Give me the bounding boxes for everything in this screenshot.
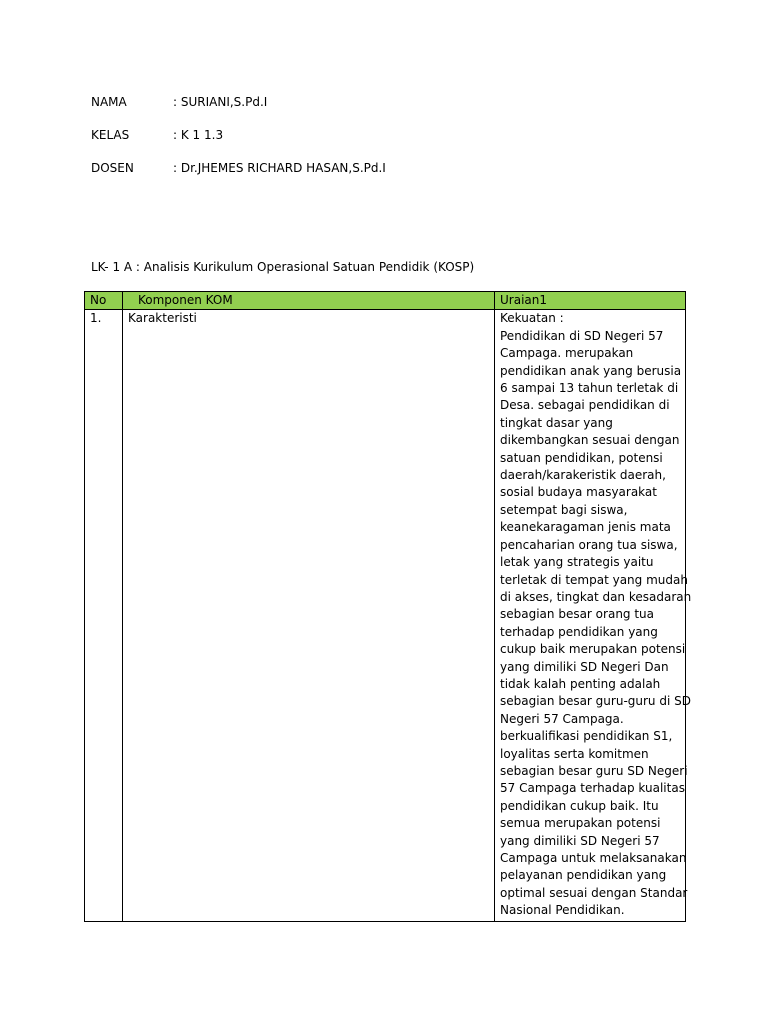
uraian-text-line: Campaga untuk melaksanakan <box>500 851 687 865</box>
uraian-text-line: Nasional Pendidikan. <box>500 903 625 918</box>
uraian-text-line: yang dimiliki SD Negeri Dan <box>500 659 669 674</box>
uraian-text-line: tingkat dasar yang <box>500 415 613 430</box>
uraian-text-line: dikembangkan sesuai dengan <box>500 433 680 448</box>
uraian-text-line: Negeri 57 Campaga. <box>500 711 624 726</box>
uraian-text-line: Pendidikan di SD Negeri 57 <box>500 328 664 343</box>
uraian-text-line: berkualifikasi pendidikan S1, <box>500 729 673 744</box>
uraian-text-line: yang dimiliki SD Negeri 57 <box>500 833 660 848</box>
dosen-value: : Dr.JHEMES RICHARD HASAN,S.Pd.I <box>173 161 386 175</box>
uraian-text-line: 57 Campaga terhadap kualitas <box>500 781 685 796</box>
kelas-label: KELAS <box>91 128 130 142</box>
uraian-text-line: pendidikan anak yang berusia <box>500 363 682 378</box>
kelas-value: : K 1 1.3 <box>173 128 224 142</box>
uraian-text-line: pelayanan pendidikan yang <box>500 868 667 883</box>
uraian-text-line: setempat bagi siswa, <box>500 502 628 517</box>
uraian-text-line: pencaharian orang tua siswa, <box>500 537 678 552</box>
header-no: No <box>85 292 123 310</box>
header-komponen: Komponen KOM <box>123 292 495 310</box>
kosp-analysis-table <box>84 291 692 922</box>
uraian-text-line: keanekaragaman jenis mata <box>500 520 671 535</box>
uraian-text-line: sebagian besar orang tua <box>500 607 655 622</box>
row-komponen-cell: Karakteristi <box>123 310 495 921</box>
uraian-text-line: tidak kalah penting adalah <box>500 676 661 691</box>
worksheet-title: LK- 1 A : Analisis Kurikulum Operasional Satuan Pendidik (KOSP) <box>91 260 475 274</box>
uraian-text-line: sebagian besar guru SD Negeri <box>500 763 688 778</box>
uraian-text-line: semua merupakan potensi <box>500 816 661 831</box>
uraian-text-line: Desa. sebagai pendidikan di <box>500 398 670 413</box>
uraian-text-line: Kekuatan : <box>500 311 564 326</box>
uraian-text-line: satuan pendidikan, potensi <box>500 450 663 465</box>
uraian-text-line: daerah/karakeristik daerah, <box>500 468 666 483</box>
row-no-cell: 1. <box>85 310 123 921</box>
uraian-text-line: terletak di tempat yang mudah <box>500 572 688 587</box>
dosen-label: DOSEN <box>91 161 134 175</box>
nama-value: : SURIANI,S.Pd.I <box>173 95 268 109</box>
uraian-text-line: terhadap pendidikan yang <box>500 624 658 639</box>
uraian-text-line: di akses, tingkat dan kesadaran <box>500 589 692 604</box>
nama-label: NAMA <box>91 95 127 109</box>
table-row <box>85 310 686 921</box>
uraian-text-line: 6 sampai 13 tahun terletak di <box>500 381 679 396</box>
uraian-text-line: cukup baik merupakan potensi <box>500 642 686 657</box>
uraian-text-line: sebagian besar guru-guru di SD <box>500 694 691 709</box>
table-header-row <box>85 292 686 310</box>
uraian-text-line: pendidikan cukup baik. Itu <box>500 798 659 813</box>
row-uraian-cell <box>495 310 692 921</box>
uraian-text-line: sosial budaya masyarakat <box>500 485 657 500</box>
uraian-text-line: letak yang strategis yaitu <box>500 555 654 570</box>
uraian-text-line: Campaga. merupakan <box>500 346 634 361</box>
uraian-text-line: optimal sesuai dengan Standar <box>500 885 688 900</box>
header-uraian: Uraian1 <box>495 292 686 310</box>
uraian-text-line: loyalitas serta komitmen <box>500 746 649 761</box>
